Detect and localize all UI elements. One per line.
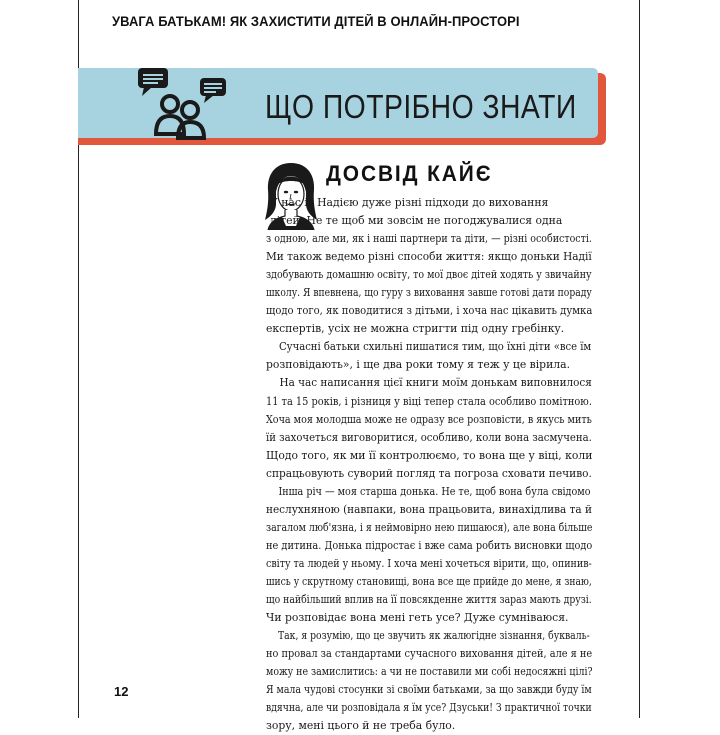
banner-title: ЩО ПОТРІБНО ЗНАТИ xyxy=(265,88,577,125)
body-line: щодо того, як поводитися з дітьми, і хоча нас цікавить думка xyxy=(266,304,593,318)
body-line: шись у скрутному становищі, вона все ще прийде до мене, я знаю, xyxy=(266,574,592,588)
body-line: но провал за стандартами сучасного виховання дітей, але я не xyxy=(266,647,593,661)
body-line: вдячна, але чи розповідала я їм усе? Дзуськи! З практичної точки xyxy=(266,701,592,715)
body-line: зору, мені цього й не треба було. xyxy=(266,719,456,733)
page-number: 12 xyxy=(114,684,129,699)
body-line: розповідають», і ще два роки тому я теж у це вірила. xyxy=(266,358,571,372)
body-line: з одною, але ми, як і наші партнери та діти, — різні особистості. xyxy=(266,232,592,246)
body-line: світу та людей у ньому. І хоча мені хочеться вірити, що, опинив- xyxy=(266,556,592,570)
body-line: Чи розповідає вона мені геть усе? Дуже сумніваюся. xyxy=(266,611,569,625)
body-line: Хоча моя молодша може не одразу все розповісти, в якусь мить xyxy=(266,412,592,426)
body-line: їй захочеться виговоритися, особливо, коли вона засмучена. xyxy=(266,430,592,444)
body-line: школу. Я впевнена, що гуру з виховання завше готові дати пораду xyxy=(266,286,592,300)
section-title: ДОСВІД КАЙЄ xyxy=(326,161,493,186)
running-head: УВАГА БАТЬКАМ! ЯК ЗАХИСТИТИ ДІТЕЙ В ОНЛАЙН-ПРОСТОРІ xyxy=(112,14,520,29)
body-line: що найбільший вплив на її повсякденне життя зараз мають друзі. xyxy=(266,593,592,607)
body-line: Так, я розумію, що це звучить як жалюгідне зізнання, букваль- xyxy=(277,629,590,643)
body-line: У нас із Надією дуже різні підходи до виховання xyxy=(270,196,549,209)
body-line: Інша річ — моя старша донька. Не те, щоб вона була свідомо xyxy=(278,484,591,498)
body-line: експертів, усіх не можна стригти під одну гребінку. xyxy=(266,322,565,336)
body-line: дітей. Не те щоб ми зовсім не погоджувалися одна xyxy=(270,214,563,228)
body-line: Ми також ведемо різні способи життя: якщо доньки Надії xyxy=(266,250,592,264)
body-text xyxy=(266,194,593,735)
body-line: спрацьовують суворий погляд та погроза сховати печиво. xyxy=(266,466,592,480)
body-line: не дитина. Донька підростає і вже сама робить висновки щодо xyxy=(266,538,593,552)
body-line: можу не замислитись: а чи не поставили ми собі недосяжні цілі? xyxy=(266,665,593,679)
body-line: Сучасні батьки схильні пишатися тим, що їхні діти «все їм xyxy=(279,340,592,354)
body-line: Я мала чудові стосунки зі своїми батьками, за що завжди буду їм xyxy=(266,683,592,697)
body-line: 11 та 15 років, і різниця у віці тепер стала особливо помітною. xyxy=(266,394,592,408)
body-line: загалом люб'язна, і я неймовірно нею пишаюся), але вона більше xyxy=(266,520,593,534)
body-line: неслухняною (навпаки, вона працьовита, винахідлива та й xyxy=(266,502,592,516)
body-line: здобувають домашню освіту, то мої двоє дітей ходять у звичайну xyxy=(266,268,592,282)
body-line: Щодо того, як ми її контролюємо, то вона ще у віці, коли xyxy=(266,448,593,462)
body-line: На час написання цієї книги моїм донькам виповнилося xyxy=(279,376,592,390)
people-chat-icon xyxy=(128,66,228,142)
